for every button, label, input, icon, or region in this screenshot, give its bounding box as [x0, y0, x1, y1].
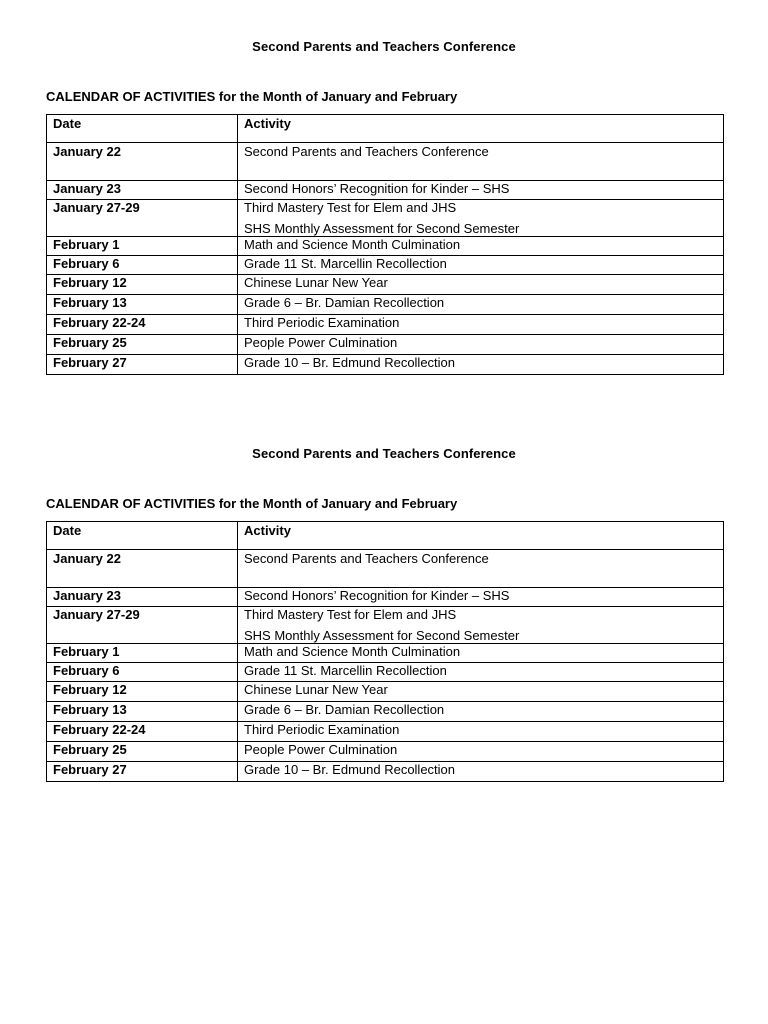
activity-cell: People Power Culmination — [238, 742, 724, 762]
activity-cell: Second Honors’ Recognition for Kinder – SHS — [238, 588, 724, 607]
date-cell: January 22 — [47, 143, 238, 181]
calendar-heading: CALENDAR OF ACTIVITIES for the Month of January and February — [46, 496, 458, 511]
date-cell: February 22-24 — [47, 315, 238, 335]
activity-cell: Math and Science Month Culmination — [238, 237, 724, 256]
table-header-row — [47, 115, 724, 143]
activity-cell: Second Honors’ Recognition for Kinder – SHS — [238, 181, 724, 200]
date-column-header: Date — [47, 115, 238, 143]
activity-cell: Grade 11 St. Marcellin Recollection — [238, 256, 724, 275]
table-row — [47, 588, 724, 607]
activity-cell: People Power Culmination — [238, 335, 724, 355]
table-row — [47, 181, 724, 200]
activity-line-1: Third Mastery Test for Elem and JHS — [244, 607, 457, 622]
activity-cell: Second Parents and Teachers Conference — [238, 550, 724, 588]
activity-cell: Grade 10 – Br. Edmund Recollection — [238, 355, 724, 375]
table-row — [47, 295, 724, 315]
table-row — [47, 682, 724, 702]
date-cell: February 27 — [47, 762, 238, 782]
activity-cell — [238, 607, 724, 644]
table-row — [47, 644, 724, 663]
table-row — [47, 355, 724, 375]
activity-cell: Grade 11 St. Marcellin Recollection — [238, 663, 724, 682]
activity-column-header: Activity — [238, 522, 724, 550]
activity-line-2: SHS Monthly Assessment for Second Semester — [244, 221, 520, 236]
document-title: Second Parents and Teachers Conference — [252, 39, 516, 54]
table-row — [47, 663, 724, 682]
table-row — [47, 275, 724, 295]
activity-cell: Grade 10 – Br. Edmund Recollection — [238, 762, 724, 782]
table-row — [47, 237, 724, 256]
table-row — [47, 200, 724, 237]
date-cell: February 1 — [47, 237, 238, 256]
date-cell: January 22 — [47, 550, 238, 588]
date-cell: February 12 — [47, 275, 238, 295]
activity-line-2: SHS Monthly Assessment for Second Semester — [244, 628, 520, 643]
date-cell: February 6 — [47, 256, 238, 275]
date-cell: February 6 — [47, 663, 238, 682]
activity-cell: Chinese Lunar New Year — [238, 275, 724, 295]
table-row — [47, 256, 724, 275]
activity-column-header: Activity — [238, 115, 724, 143]
table-row — [47, 335, 724, 355]
activity-cell: Grade 6 – Br. Damian Recollection — [238, 295, 724, 315]
activity-cell: Grade 6 – Br. Damian Recollection — [238, 702, 724, 722]
date-cell: February 25 — [47, 335, 238, 355]
table-row — [47, 607, 724, 644]
table-row — [47, 702, 724, 722]
date-cell: February 13 — [47, 295, 238, 315]
activity-cell: Third Periodic Examination — [238, 722, 724, 742]
date-cell: February 22-24 — [47, 722, 238, 742]
date-cell: February 27 — [47, 355, 238, 375]
date-cell: February 25 — [47, 742, 238, 762]
table-row — [47, 722, 724, 742]
date-column-header: Date — [47, 522, 238, 550]
activity-cell: Chinese Lunar New Year — [238, 682, 724, 702]
date-cell: February 12 — [47, 682, 238, 702]
table-row — [47, 315, 724, 335]
date-cell: February 13 — [47, 702, 238, 722]
table-row — [47, 742, 724, 762]
date-cell: January 27-29 — [47, 607, 238, 644]
activity-cell — [238, 200, 724, 237]
activity-cell: Third Periodic Examination — [238, 315, 724, 335]
table-row — [47, 762, 724, 782]
activity-cell: Math and Science Month Culmination — [238, 644, 724, 663]
activity-line-1: Third Mastery Test for Elem and JHS — [244, 200, 457, 215]
activities-table — [46, 114, 724, 375]
table-row — [47, 143, 724, 181]
document-title: Second Parents and Teachers Conference — [252, 446, 516, 461]
table-header-row — [47, 522, 724, 550]
date-cell: January 27-29 — [47, 200, 238, 237]
table-row — [47, 550, 724, 588]
calendar-heading: CALENDAR OF ACTIVITIES for the Month of January and February — [46, 89, 458, 104]
date-cell: January 23 — [47, 588, 238, 607]
activity-cell: Second Parents and Teachers Conference — [238, 143, 724, 181]
date-cell: February 1 — [47, 644, 238, 663]
date-cell: January 23 — [47, 181, 238, 200]
activities-table — [46, 521, 724, 782]
